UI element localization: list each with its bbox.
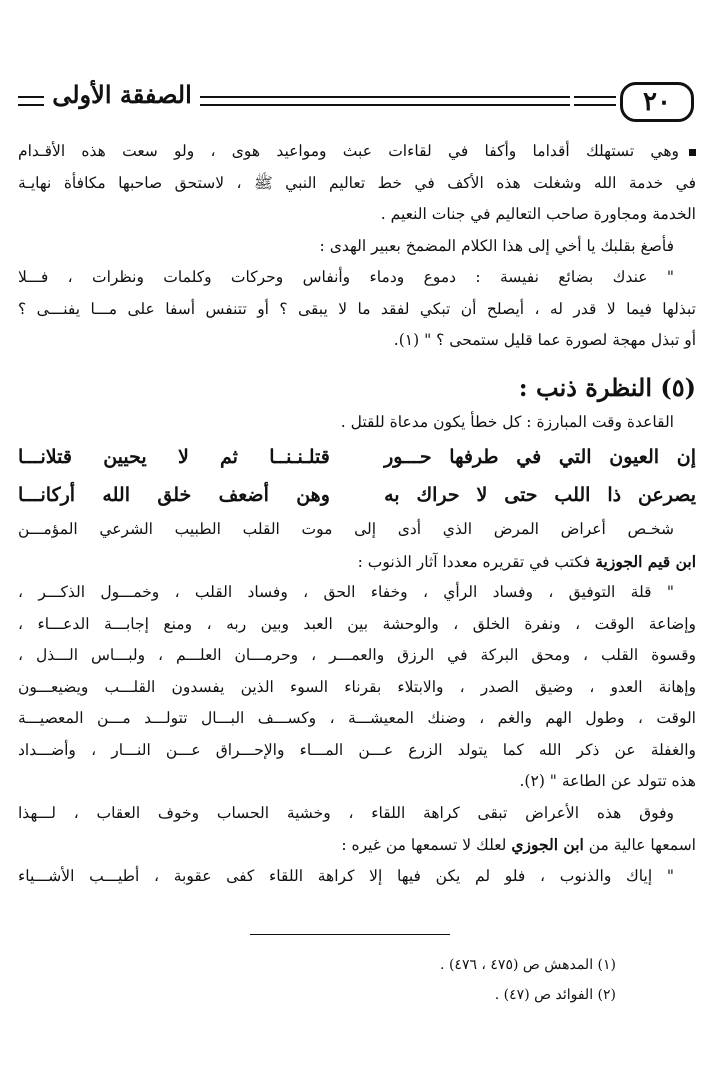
verse-first-hemistich: إن العيون التي في طرفها حـــور	[384, 446, 696, 468]
page-header	[18, 76, 696, 128]
header-rule	[200, 96, 570, 106]
quote-line: وقسوة القلب ، ومحق البركة في الرزق والعمـــر ، وحرمـــان العلـــم ، ولبـــاس الـــذل ،	[18, 646, 696, 664]
poem-verse	[18, 438, 696, 476]
quote-line: والغفلة عن ذكر الله كما يتولد الزرع عـــن المـــاء والإحـــراق عـــن النـــار ، وأضـــداد	[18, 740, 696, 759]
footnotes	[18, 950, 696, 1010]
header-rule	[574, 96, 616, 106]
paragraph-line: الخدمة ومجاورة صاحب التعاليم في جنات النعيم .	[380, 205, 696, 223]
footnote: (٢) الفوائد ص (٤٧) .	[494, 987, 616, 1003]
quote-line: وإضاعة الوقت ، ونفرة الخلق ، والوحشة بين العبد وبين ربه ، ومنع إجابـــة الدعـــاء ،	[18, 614, 696, 633]
book-page	[18, 76, 696, 1049]
paragraph-line: فأصغ بقلبك يا أخي إلى هذا الكلام المضمخ بعبير الهدى :	[319, 236, 674, 255]
poem-verse	[18, 476, 696, 514]
verse-second-hemistich: وهن أضعف خلق الله أركانـــا	[18, 484, 330, 506]
quote-line: هذه تتولد عن الطاعة " (٢).	[519, 772, 696, 790]
chapter-title: الصفقة الأولى	[52, 80, 192, 109]
paragraph-line: ابن قيم الجوزية فكتب في تقريره معددا آثار الذنوب :	[357, 551, 696, 571]
bullet-icon	[689, 149, 696, 156]
quote-line: " عندك بضائع نفيسة : دموع ودماء وأنفاس وحركات وكلمات ونظرات ، فـــلا	[18, 268, 674, 286]
page-number: ٢٠	[620, 82, 694, 122]
paragraph-line: اسمعها عالية من ابن الجوزي لعلك لا تسمعها من غيره :	[341, 835, 696, 854]
quote-line: وإهانة العدو ، وضيق الصدر ، والابتلاء بقرناء السوء الذين يفسدون القلـــب ويضيعـــون	[18, 677, 696, 696]
verse-first-hemistich: يصرعن ذا اللب حتى لا حراك به	[384, 484, 696, 506]
quote-line: أو تبذل مهجة لصورة عما قليل ستمحى ؟ " (١).	[393, 331, 696, 349]
author-name: ابن الجوزي	[511, 835, 584, 854]
footnote: (١) المدهش ص (٤٧٥ ، ٤٧٦) .	[440, 957, 616, 973]
header-rule	[18, 96, 44, 106]
paragraph-line: في خدمة الله وشغلت هذه الأكف في خط تعاليم النبي ﷺ ، لاستحق صاحبها مكافأة نهايـة	[18, 173, 696, 192]
section-heading: (٥) النظرة ذنب :	[518, 372, 696, 402]
section-rule-line: القاعدة وقت المبارزة : كل خطأ يكون مدعاة للقتل .	[340, 412, 674, 431]
quote-line: تبذلها فيما لا قدر له ، أيصلح أن تبكي لفقد ما لا يبقى ؟ أو تتنفس أسفا على مـــا يفنـــى ؟	[18, 299, 696, 318]
quote-line: الوقت ، وطول الهم والغم ، وضنك المعيشـــة ، وكســـف البـــال تتولـــد مـــن المعصيـــة	[18, 709, 696, 727]
paragraph-line: وفوق هذه الأعراض تبقى كراهة اللقاء ، وخشية الحساب وخوف العقاب ، لـــهذا	[18, 803, 674, 822]
footnote-separator	[250, 934, 450, 935]
verse-second-hemistich: قتلـنـنــا ثم لا يحيين قتلانـــا	[18, 446, 330, 468]
quote-line: " إياك والذنوب ، فلو لم يكن فيها إلا كراهة اللقاء كفى عقوبة ، أطيـــب الأشـــياء	[18, 866, 674, 885]
paragraph-line: شخـص أعراض المرض الذي أدى إلى موت القلب الطبيب الشرعي المؤمـــن	[18, 520, 674, 538]
body-text	[18, 136, 696, 892]
quote-line: " قلة التوفيق ، وفساد الرأي ، وخفاء الحق ، وفساد القلب ، وخمـــول الذكـــر ،	[18, 583, 674, 601]
author-name: ابن قيم الجوزية	[595, 551, 696, 571]
paragraph-line: وهي تستهلك أقداما وأكفا في لقاءات عبث ومواعيد هوى ، ولو سعت هذه الأقـدام	[18, 136, 696, 168]
